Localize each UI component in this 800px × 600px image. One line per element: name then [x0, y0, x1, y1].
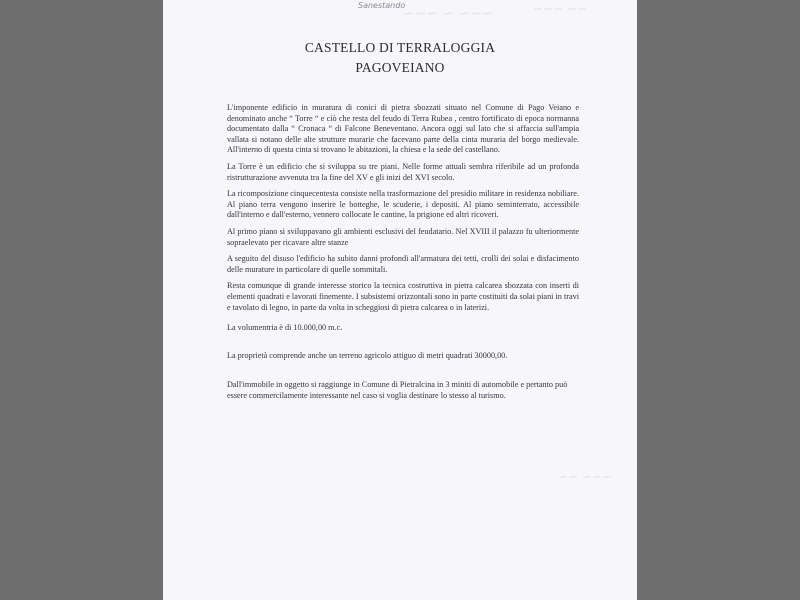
document-page [163, 0, 637, 600]
document-subtitle: PAGOVEIANO [355, 60, 445, 75]
paragraph: A seguito del disuso l'edificio ha subito danni profondi all'armatura dei tetti, crolli dei solai e disfacimento delle murature in particolare di quelle sommitali. [227, 254, 579, 274]
paragraph: Al primo piano si sviluppavano gli ambienti esclusivi del feudatario. Nel XVIII il palazzo fu ulteriormente sopraelevato per ricavare altre stanze [227, 226, 579, 247]
property-line: La proprietà comprende anche un terreno agricolo attiguo di metri quadrati 30000,00. [227, 351, 508, 360]
document-body [227, 103, 579, 319]
document-title: CASTELLO DI TERRALOGGIA [304, 40, 496, 55]
access-line: Dall'immobile in oggetto si raggiunge in Comune di Pietralcina in 3 miniti di automobile e pertanto può essere commercilamente interessante nel caso si voglia destinare lo stesso al turismo. [227, 380, 568, 400]
paragraph: L'imponente edificio in muratura di conici di pietra sbozzati situato nel Comune di Pago Veiano e denominato anche “ Torre “ e ciò che resta del feudo di Terra Rubea , centro fortificato di epoca normanna documentato dalla “ Cronaca “ di Falcone Beneventano. Ancora oggi sul lato che si affaccia sull'ampia vallata si notano delle alte strutture murarie che facevano parte della cinta muraria del borgo medievale. All'interno di questa cinta si trovano le abitazioni, la chiesa e la sede del castellano. [227, 103, 579, 155]
volume-line: La volumentria è di 10.000,00 m.c. [227, 323, 343, 332]
handwritten-note: Sanestando [358, 1, 406, 10]
bleed-through-mark: ~~ ~~~ [533, 2, 588, 16]
paragraph: La Torre è un edificio che si sviluppa su tre piani. Nelle forme attuali sembra riferibile ad un profonda ristrutturazione avvenuta tra la fine del XV e gli inizi del XVI secolo. [227, 161, 579, 182]
paragraph: La ricomposizione cinquecentesta consiste nella trasformazione del presidio militare in residenza nobiliare. Al piano terra vengono inserire le botteghe, le scuderie, i depositi. Al piano seminterrato, accessibile dall'interno e dall'esterno, vennero collocate le cantine, la prigione ed altri ricoveri. [227, 189, 579, 220]
bleed-through-mark: ~~~ ~ ~~~ [403, 6, 495, 22]
bleed-through-mark: ~~~ ~~ [558, 470, 613, 484]
paragraph: Resta comunque di grande interesse storico la tecnica costruttiva in pietra calcarea sbozzata con inserti di elementi quadrati e lavorati finemente. I subsistemi orizzontali sono in parte costituiti da solai piani in travi e tavolato di legno, in parte da volta in scheggiosi di pietra calcarea o in laterizi. [227, 281, 579, 312]
